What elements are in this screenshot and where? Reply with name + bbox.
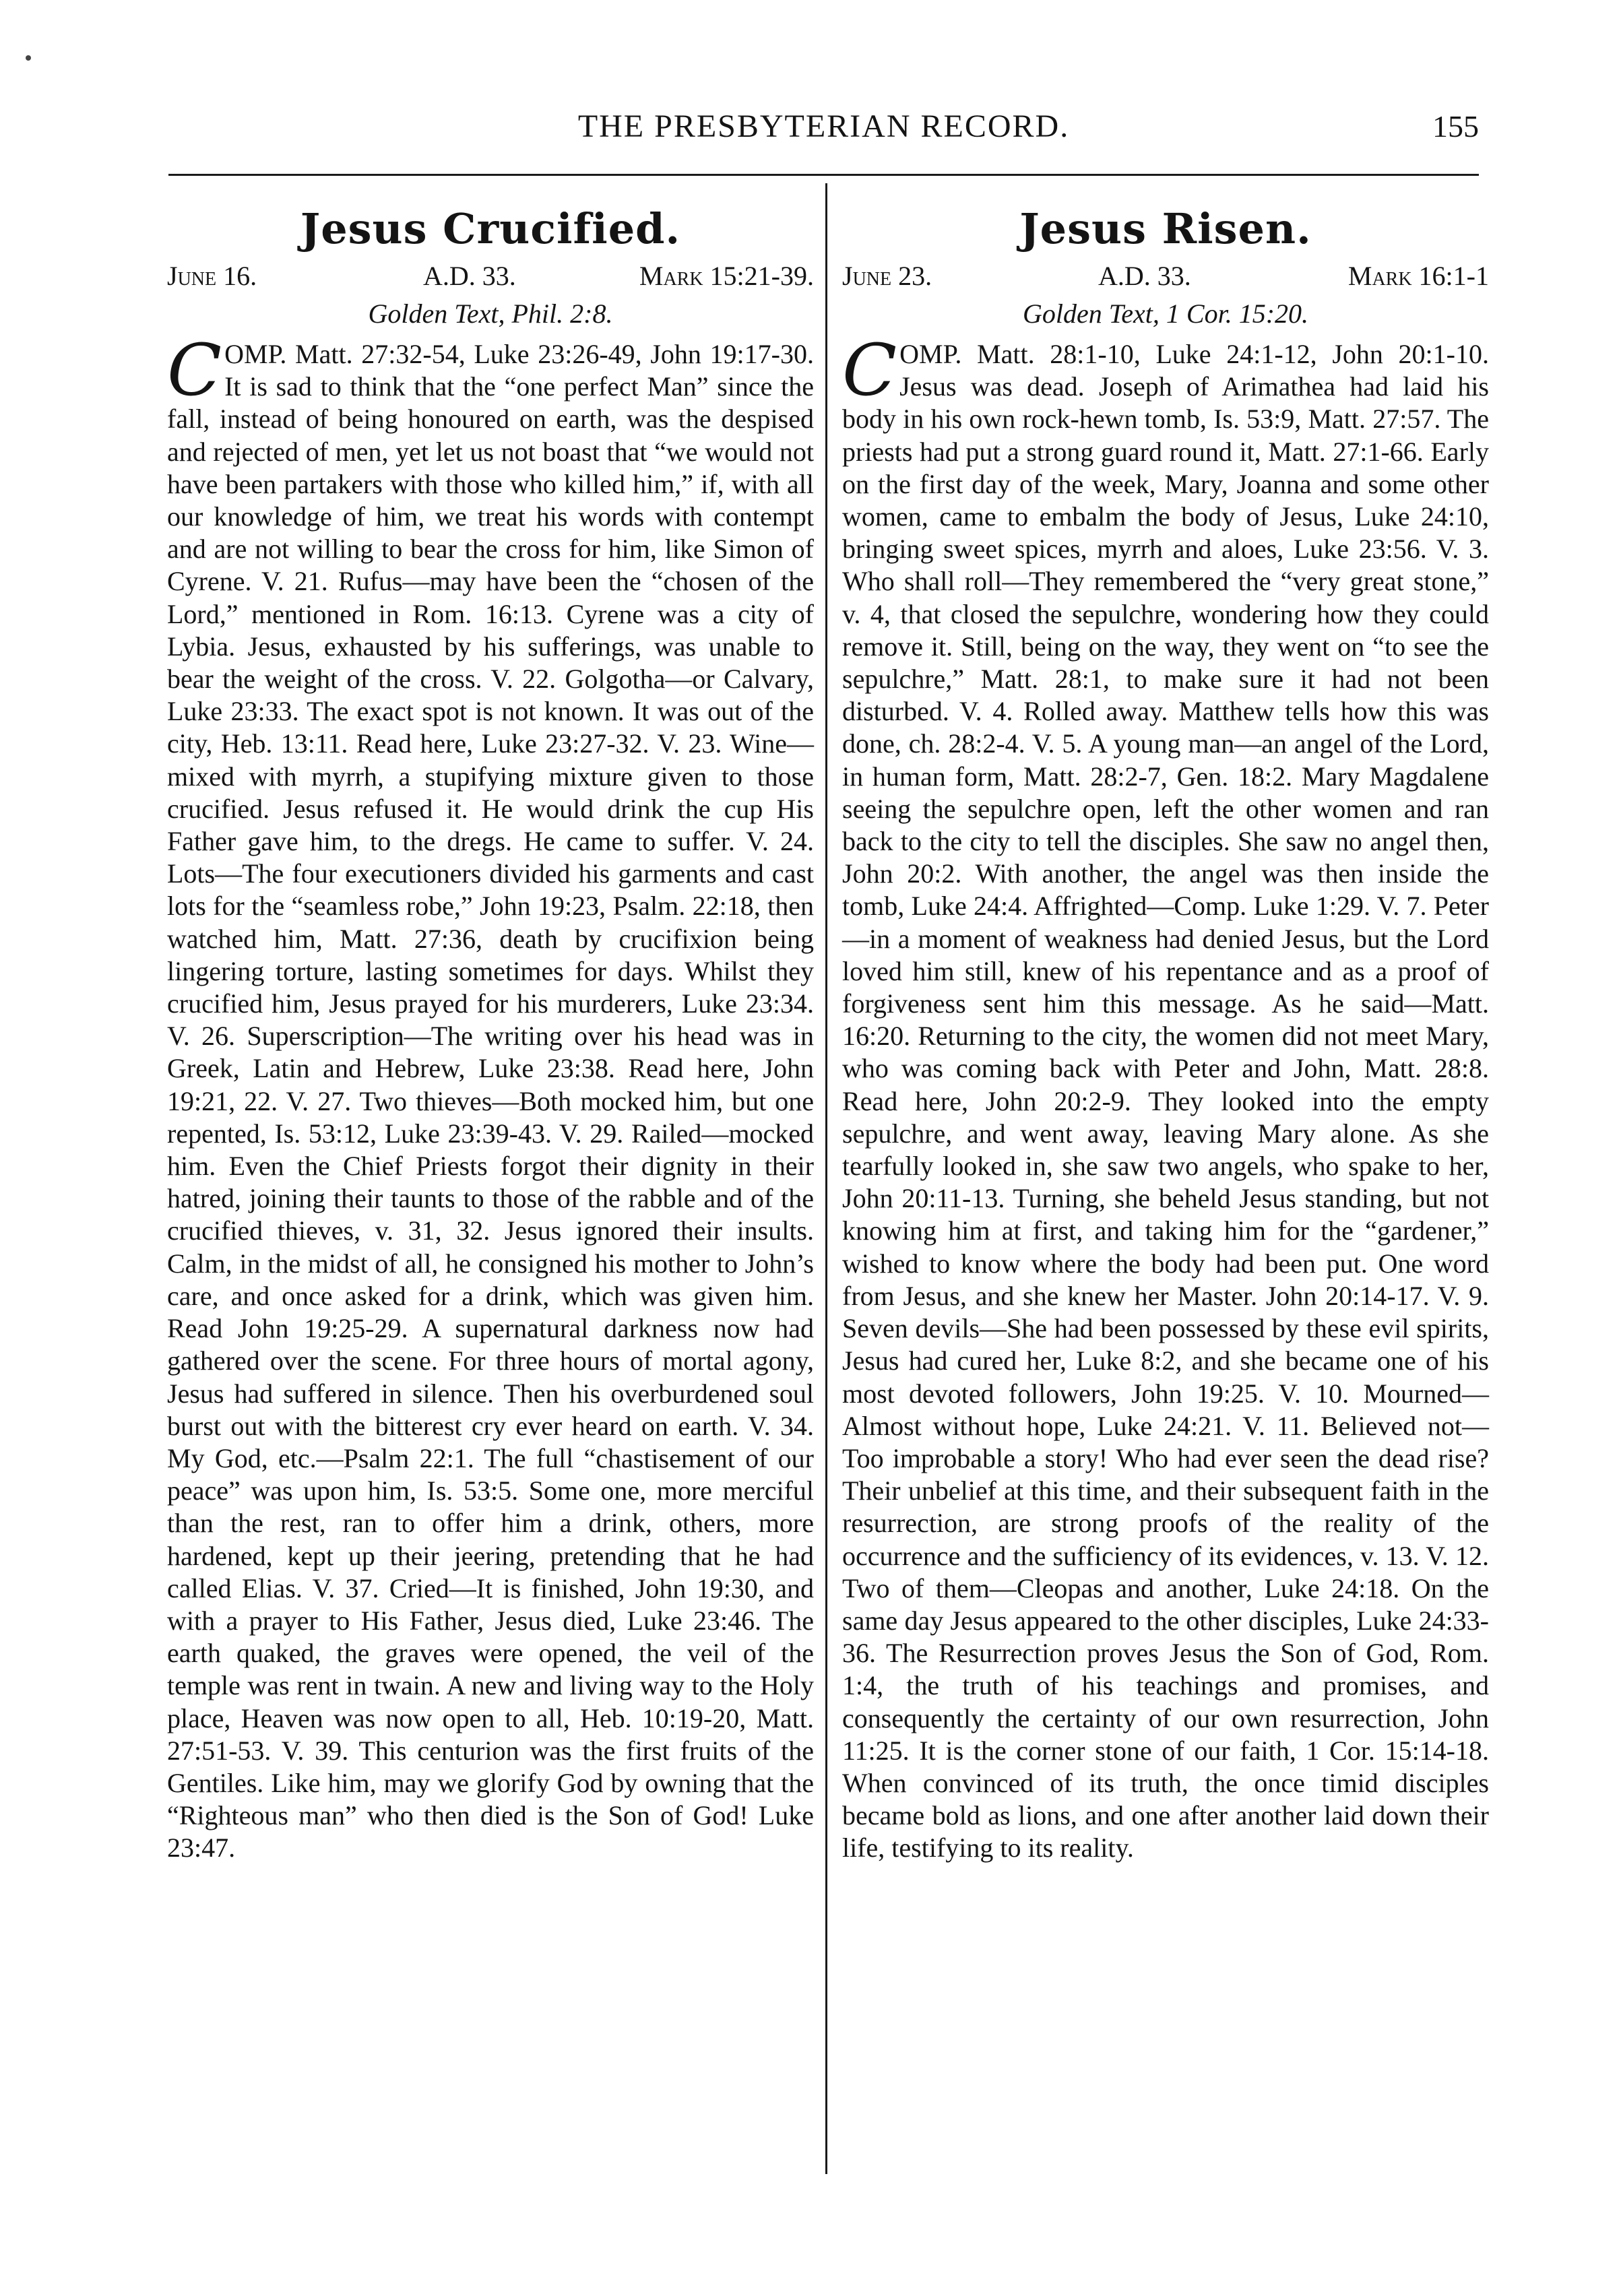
lesson-commentary: Matt. 28:1-10, Luke 24:1-12, John 20:1-10. Jesus was dead. Joseph of Arimathea had laid his body in his own rock-hewn tomb, Is. 53:9, Matt. 27:57. The priests had put a strong guard round it, Matt. 27:1-66. Early on the first day of the week, Mary, Joanna and some other women, came to embalm the body of Jesus, Luke 24:10, bringing sweet spices, myrrh and aloes, Luke 23:56. V. 3. Who shall roll—They remembered the “very great stone,” v. 4, that closed the sepulchre, wondering how they could remove it. Still, being on the way, they went on “to see the sepulchre,” Matt. 28:1, to make sure it had not been disturbed. V. 4. Rolled away. Matthew tells how this was done, ch. 28:2-4. V. 5. A young man—an angel of the Lord, in human form, Matt. 28:2-7, Gen. 18:2. Mary Magdalene seeing the sepulchre open, left the other women and ran back to the city to tell the disciples. She saw no angel then, John 20:2. With another, the angel was then inside the tomb, Luke 24:4. Affrighted—Comp. Luke 1:29. V. 7. Peter—in a moment of weakness had denied Jesus, but the Lord loved him still, knew of his repentance and as a proof of forgiveness sent him this message. As he said—Matt. 16:20. Returning to the city, the women did not meet Mary, who was coming back with Peter and John, Matt. 28:8. Read here, John 20:2-9. They looked into the empty sepulchre, and went away, leaving Mary alone. As she tearfully looked in, she saw two angels, who spake to her, John 20:11-13. Turning, she beheld Jesus standing, but not knowing him at first, and taking him for the “gardener,” wished to know where the body had been put. One word from Jesus, and she knew her Master. John 20:14-17. V. 9. Seven devils—She had been possessed by these evil spirits, Jesus had cured her, Luke 8:2, and she became one of his most devoted followers, John 19:25. V. 10. Mourned—Almost without hope, Luke 24:21. V. 11. Believed not—Too improbable a story! Who had ever seen the dead rise? Their unbelief at this time, and their subsequent faith in the resurrection, are strong proofs of the reality of the occurrence and the sufficiency of its evidences, v. 13. V. 12. Two of them—Cleopas and another, Luke 24:18. On the same day Jesus appeared to the other disciples, Luke 24:33-36. The Resurrection proves Jesus the Son of God, Rom. 1:4, the truth of his teachings and promises, and consequently the certainty of our own resurrection, John 11:25. It is the corner stone of our faith, 1 Cor. 15:14-18. When convinced of its truth, the once timid disciples became bold as lions, and one after another laid down their life, testifying to its reality. xyxy=(842,339,1489,1863)
lesson-date: June 23. xyxy=(842,261,932,291)
scripture-reference: Mark 16:1-1 xyxy=(1347,261,1489,291)
drop-cap: C xyxy=(842,329,897,412)
lesson-year: A.D. 33. xyxy=(423,261,516,291)
column-divider xyxy=(825,183,827,2174)
margin-dot xyxy=(26,55,31,61)
lesson-title: Jesus Risen. xyxy=(1019,204,1312,253)
lesson-commentary: Matt. 27:32-54, Luke 23:26-49, John 19:17-30. It is sad to think that the “one perfect Man” since the fall, instead of being honoured on earth, was the despised and rejected of men, yet let us not boast that “we would not have been partakers with those who killed him,” if, with all our knowledge of him, we treat his words with contempt and are not willing to bear the cross for him, like Simon of Cyrene. V. 21. Rufus—may have been the “chosen of the Lord,” mentioned in Rom. 16:13. Cyrene was a city of Lybia. Jesus, exhausted by his sufferings, was unable to bear the weight of the cross. V. 22. Golgotha—or Calvary, Luke 23:33. The exact spot is not known. It was out of the city, Heb. 13:11. Read here, Luke 23:27-32. V. 23. Wine—mixed with myrrh, a stupifying mixture given to those crucified. Jesus refused it. He would drink the cup His Father gave him, to the dregs. He came to suffer. V. 24. Lots—The four executioners divided his garments and cast lots for the “seamless robe,” John 19:23, Psalm. 22:18, then watched him, Matt. 27:36, death by crucifixion being lingering torture, lasting sometimes for days. Whilst they crucified him, Jesus prayed for his murderers, Luke 23:34. V. 26. Superscription—The writing over his head was in Greek, Latin and Hebrew, Luke 23:38. Read here, John 19:21, 22. V. 27. Two thieves—Both mocked him, but one repented, Is. 53:12, Luke 23:39-43. V. 29. Railed—mocked him. Even the Chief Priests forgot their dignity in their hatred, joining their taunts to those of the rabble and of the crucified thieves, v. 31, 32. Jesus ignored their insults. Calm, in the midst of all, he consigned his mother to John’s care, and once asked for a drink, which was given him. Read John 19:25-29. A supernatural darkness now had gathered over the scene. For three hours of mortal agony, Jesus had suffered in silence. Then his overburdened soul burst out with the bitterest cry ever heard on earth. V. 34. My God, etc.—Psalm 22:1. The full “chastisement of our peace” was upon him, Is. 53:5. Some one, more merciful than the rest, ran to offer him a drink, others, more hardened, kept up their jeering, pretending that he had called Elias. V. 37. Cried—It is finished, John 19:30, and with a prayer to His Father, Jesus died, Luke 23:46. The earth quaked, the graves were opened, the veil of the temple was rent in twain. A new and living way to the Holy place, Heaven was now open to all, Heb. 10:19-20, Matt. 27:51-53. V. 39. This centurion was the first fruits of the Gentiles. Like him, may we glorify God by owning that the “Righteous man” who then died is the Son of God! Luke 23:47. xyxy=(167,339,814,1863)
lesson-meta xyxy=(842,257,1489,295)
header-rule xyxy=(168,174,1479,176)
opening-word: OMP. xyxy=(899,339,962,369)
lesson-title: Jesus Crucified. xyxy=(300,204,681,253)
lesson-meta xyxy=(167,257,814,295)
lesson-body xyxy=(167,329,814,1865)
page-number: 155 xyxy=(1432,109,1479,144)
lesson-date: June 16. xyxy=(167,261,257,291)
golden-text: Golden Text, 1 Cor. 15:20. xyxy=(1022,298,1309,329)
lesson-column-left xyxy=(167,202,814,1865)
running-head: THE PRESBYTERIAN RECORD. xyxy=(577,108,1070,144)
lesson-column-right xyxy=(842,202,1489,1865)
page-header xyxy=(168,106,1479,167)
lesson-year: A.D. 33. xyxy=(1098,261,1191,291)
scripture-reference: Mark 15:21-39. xyxy=(639,261,814,291)
golden-text: Golden Text, Phil. 2:8. xyxy=(368,298,613,329)
opening-word: OMP. xyxy=(224,339,287,369)
lesson-body xyxy=(842,329,1489,1865)
drop-cap: C xyxy=(167,329,222,412)
